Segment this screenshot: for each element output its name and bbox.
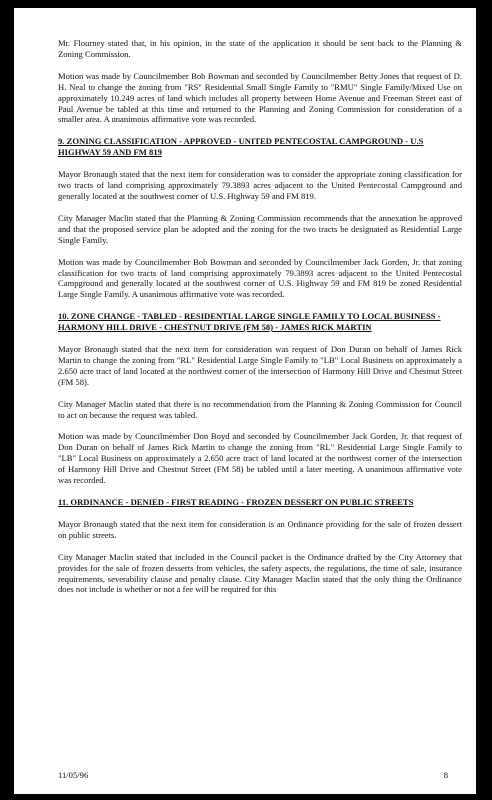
footer-date: 11/05/96 (58, 770, 89, 780)
paragraph: City Manager Maclin stated that the Planning & Zoning Commission recommends that the annexation be approved and that the proposed service plan be adopted and the zoning for the two tracts be designated as Residential Large Single Family. (58, 212, 462, 245)
page-footer (58, 770, 448, 780)
paragraph: Motion was made by Councilmember Bob Bowman and seconded by Councilmember Betty Jones that request of D. H. Neal to change the zoning from "RS" Residential Small Single Family to "RMU" Single Family/Mixed Use on approximately 10.249 acres of land which includes all property between Home Avenue and Freeman Street east of Paul Avenue be tabled at this time and returned to the Planning and Zoning Commission for consideration of a smaller area. A unanimous affirmative vote was recorded. (58, 70, 462, 125)
section-heading: 10. ZONE CHANGE - TABLED - RESIDENTIAL LARGE SINGLE FAMILY TO LOCAL BUSINESS - HARMONY HILL DRIVE - CHESTNUT DRIVE (FM 58) - JAMES RICK MARTIN (58, 311, 441, 333)
page-number: 8 (443, 770, 448, 780)
paragraph: Motion was made by Councilmember Don Boyd and seconded by Councilmember Jack Gorden, Jr. that request of Don Duran on behalf of James Rick Martin to change the zoning from "RL" Residential Large Single Family to "LB" Local Business on approximately a 2.650 acre tract of land located at the northwest corner of the intersection of Harmony Hill Drive and Chestnut Street (FM 58) be tabled until a later meeting. A unanimous affirmative vote was recorded. (58, 431, 462, 486)
paragraph: Mr. Flourney stated that, in his opinion, in the state of the application it should be sent back to the Planning & Zoning Commission. (58, 38, 462, 59)
section-heading: 9. ZONING CLASSIFICATION - APPROVED - UNITED PENTECOSTAL CAMPGROUND - U.S HIGHWAY 59 AND FM 819 (58, 136, 424, 158)
paragraph: City Manager Maclin stated that there is no recommendation from the Planning & Zoning Commission for Council to act on because the request was tabled. (58, 398, 462, 420)
paragraph: Mayor Bronaugh stated that the next item for consideration is an Ordinance providing for the sale of frozen dessert on public streets. (58, 518, 462, 540)
section-heading: 11. ORDINANCE - DENIED - FIRST READING - FROZEN DESSERT ON PUBLIC STREETS (58, 497, 414, 507)
paragraph: Motion was made by Councilmember Bob Bowman and seconded by Councilmember Jack Gorden, Jr. that zoning classification for two tracts of land comprising approximately 79.3893 acres adjacent to the United Pentecostal Campground and generally located at the southwest corner of U.S. Highway 59 and FM 819 be zoned Residential Large Single Family. A unanimous affirmative vote was recorded. (58, 256, 462, 300)
paragraph: Mayor Bronaugh stated that the next item for consideration was to consider the appropriate zoning classification for two tracts of land comprising approximately 79.3893 acres adjacent to the United Pentecostal Campground and generally located at the southwest corner of U.S. Highway 59 and FM 819. (58, 169, 462, 201)
paragraph: City Manager Maclin stated that included in the Council packet is the Ordinance drafted by the City Attorney that provides for the sale of frozen desserts from vehicles, the safety aspects, the regulations, the time of sale, insurance requirements, severability clause and penalty clause. City Manager Maclin stated that the only thing the Ordinance does not include is whether or not a fee will be required for this (58, 551, 462, 595)
document-page (14, 8, 476, 794)
paragraph: Mayor Bronaugh stated that the next item for consideration was request of Don Duran on behalf of James Rick Martin to change the zoning from "RL" Residential Large Single Family to "LB" Local Business on approximately a 2.650 acre tract of land located at the northwest corner of the intersection of Harmony Hill Drive and Chestnut Street (FM 58). (58, 344, 462, 387)
